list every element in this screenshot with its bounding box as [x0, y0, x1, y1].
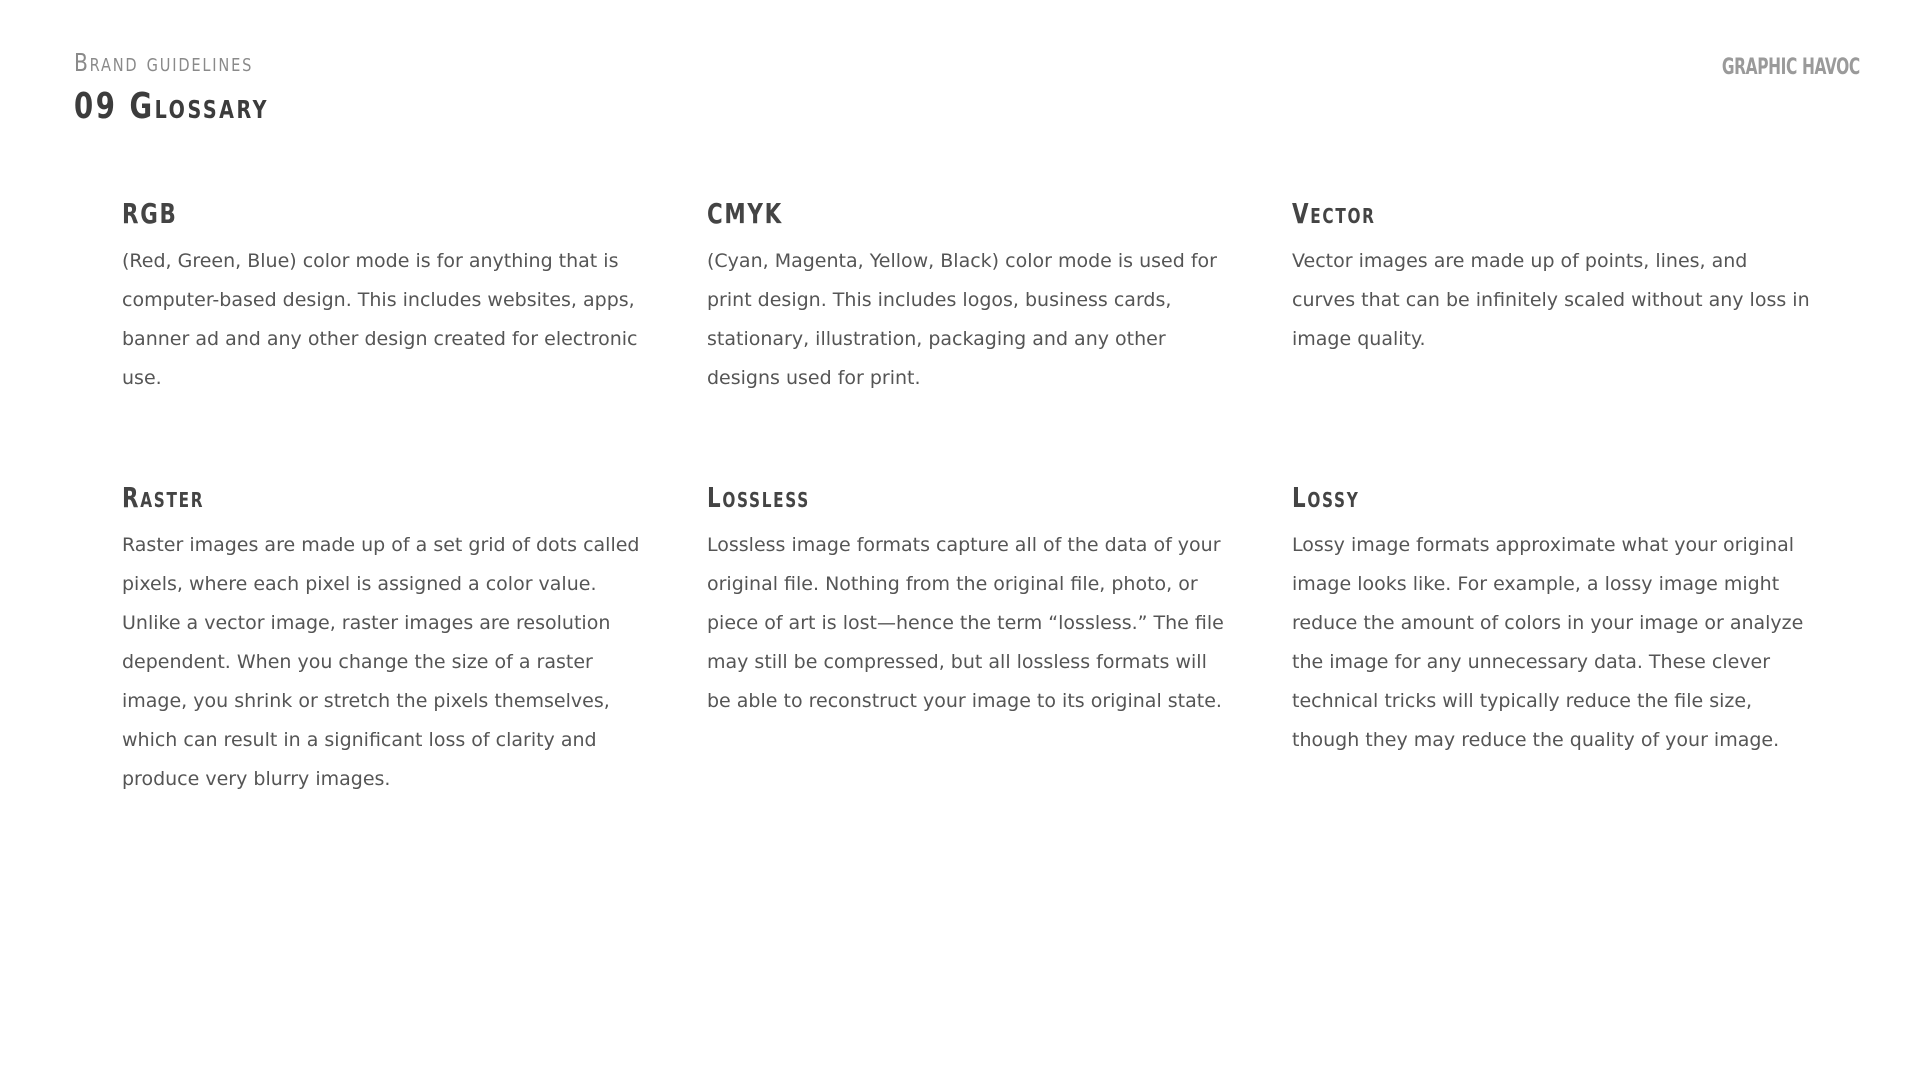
term-definition: (Red, Green, Blue) color mode is for anything that is computer-based design. This includes websites, apps, banner ad and any other design created for electronic use.: [122, 250, 638, 389]
term-title: RGB: [122, 197, 178, 230]
glossary-grid: [122, 197, 1822, 799]
term-title: CMYK: [707, 197, 783, 230]
glossary-term-raster: [122, 481, 642, 799]
term-title: Lossless: [707, 481, 810, 514]
glossary-term-vector: [1292, 197, 1812, 398]
term-definition: Lossy image formats approximate what your original image looks like. For example, a lossy image might reduce the amount of colors in your image or analyze the image for any unnecessary data. These clever technical tricks will typically reduce the file size, though they may reduce the quality of your image.: [1292, 534, 1804, 751]
term-definition: Lossless image formats capture all of the data of your original file. Nothing from the original file, photo, or piece of art is lost—hence the term “lossless.” The file may still be compressed, but all lossless formats will be able to reconstruct your image to its original state.: [707, 534, 1224, 712]
term-definition: (Cyan, Magenta, Yellow, Black) color mode is used for print design. This includes logos, business cards, stationary, illustration, packaging and any other designs used for print.: [707, 250, 1217, 389]
glossary-term-lossless: [707, 481, 1227, 799]
page-title: 09 Glossary: [74, 86, 269, 127]
brand-logo: GRAPHIC HAVOC: [1722, 55, 1860, 80]
term-definition: Raster images are made up of a set grid of dots called pixels, where each pixel is assigned a color value. Unlike a vector image, raster images are resolution dependent. When you change the size of a raster image, you shrink or stretch the pixels themselves, which can result in a significant loss of clarity and produce very blurry images.: [122, 534, 640, 790]
section-eyebrow: Brand guidelines: [74, 48, 254, 77]
term-title: Raster: [122, 481, 205, 514]
term-title: Lossy: [1292, 481, 1360, 514]
page-header: [74, 50, 303, 125]
term-title: Vector: [1292, 197, 1376, 230]
term-definition: Vector images are made up of points, lines, and curves that can be infinitely scaled without any loss in image quality.: [1292, 250, 1810, 350]
glossary-term-lossy: [1292, 481, 1812, 799]
glossary-term-rgb: [122, 197, 642, 398]
glossary-term-cmyk: [707, 197, 1227, 398]
